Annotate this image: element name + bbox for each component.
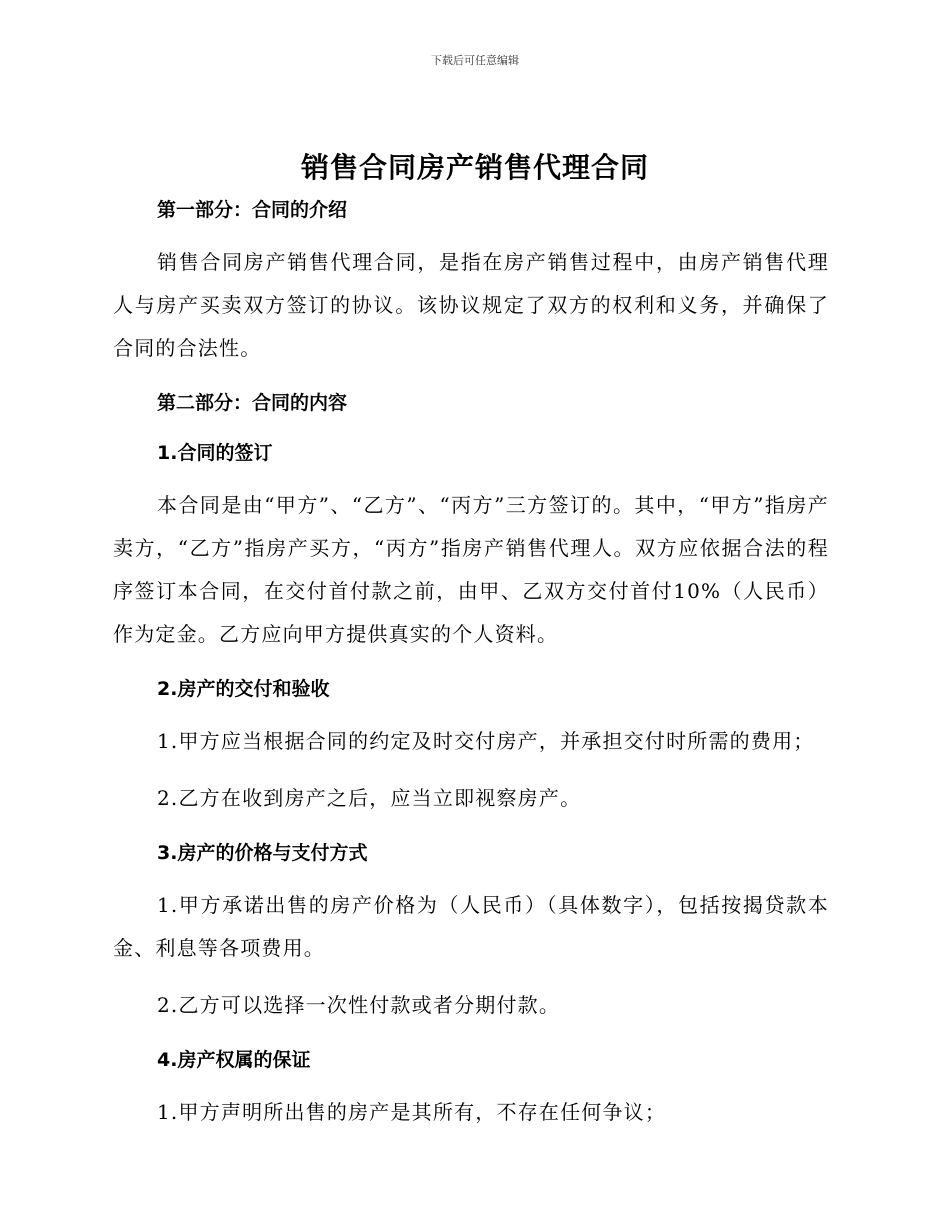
section4-heading: 4.房产权属的保证: [157, 1049, 311, 1071]
section2-item-1: 1.甲方应当根据合同的约定及时交付房产，并承担交付时所需的费用；: [157, 729, 815, 753]
header-note: 下载后可任意编辑: [431, 54, 519, 67]
section4-item-1: 1.甲方声明所出售的房产是其所有，不存在任何争议；: [157, 1100, 667, 1124]
part2-heading: 第二部分：合同的内容: [157, 392, 348, 414]
section2-heading: 2.房产的交付和验收: [157, 678, 330, 700]
section1-heading: 1.合同的签订: [157, 442, 273, 464]
section3-item-2: 2.乙方可以选择一次性付款或者分期付款。: [157, 993, 561, 1017]
section1-paragraph: 本合同是由“甲方”、“乙方”、“丙方”三方签订的。其中，“甲方”指房产卖方，“乙方”指房产买方，“丙方”指房产销售代理人。双方应依据合法的程序签订本合同，在交付首付款之前，由甲、乙双方交付首付10%（人民币）作为定金。乙方应向甲方提供真实的个人资料。: [113, 493, 829, 646]
section3-item-1: 1.甲方承诺出售的房产价格为（人民币）（具体数字），包括按揭贷款本金、利息等各项费用。: [113, 893, 829, 960]
document-body: [113, 193, 829, 1134]
document-title: 销售合同房产销售代理合同: [300, 151, 649, 184]
section3-heading: 3.房产的价格与支付方式: [157, 842, 368, 864]
part1-paragraph: 销售合同房产销售代理合同，是指在房产销售过程中，由房产销售代理人与房产买卖双方签订的协议。该协议规定了双方的权利和义务，并确保了合同的合法性。: [113, 250, 829, 360]
section2-item-2: 2.乙方在收到房产之后，应当立即视察房产。: [157, 786, 582, 810]
part1-heading: 第一部分：合同的介绍: [157, 199, 348, 221]
